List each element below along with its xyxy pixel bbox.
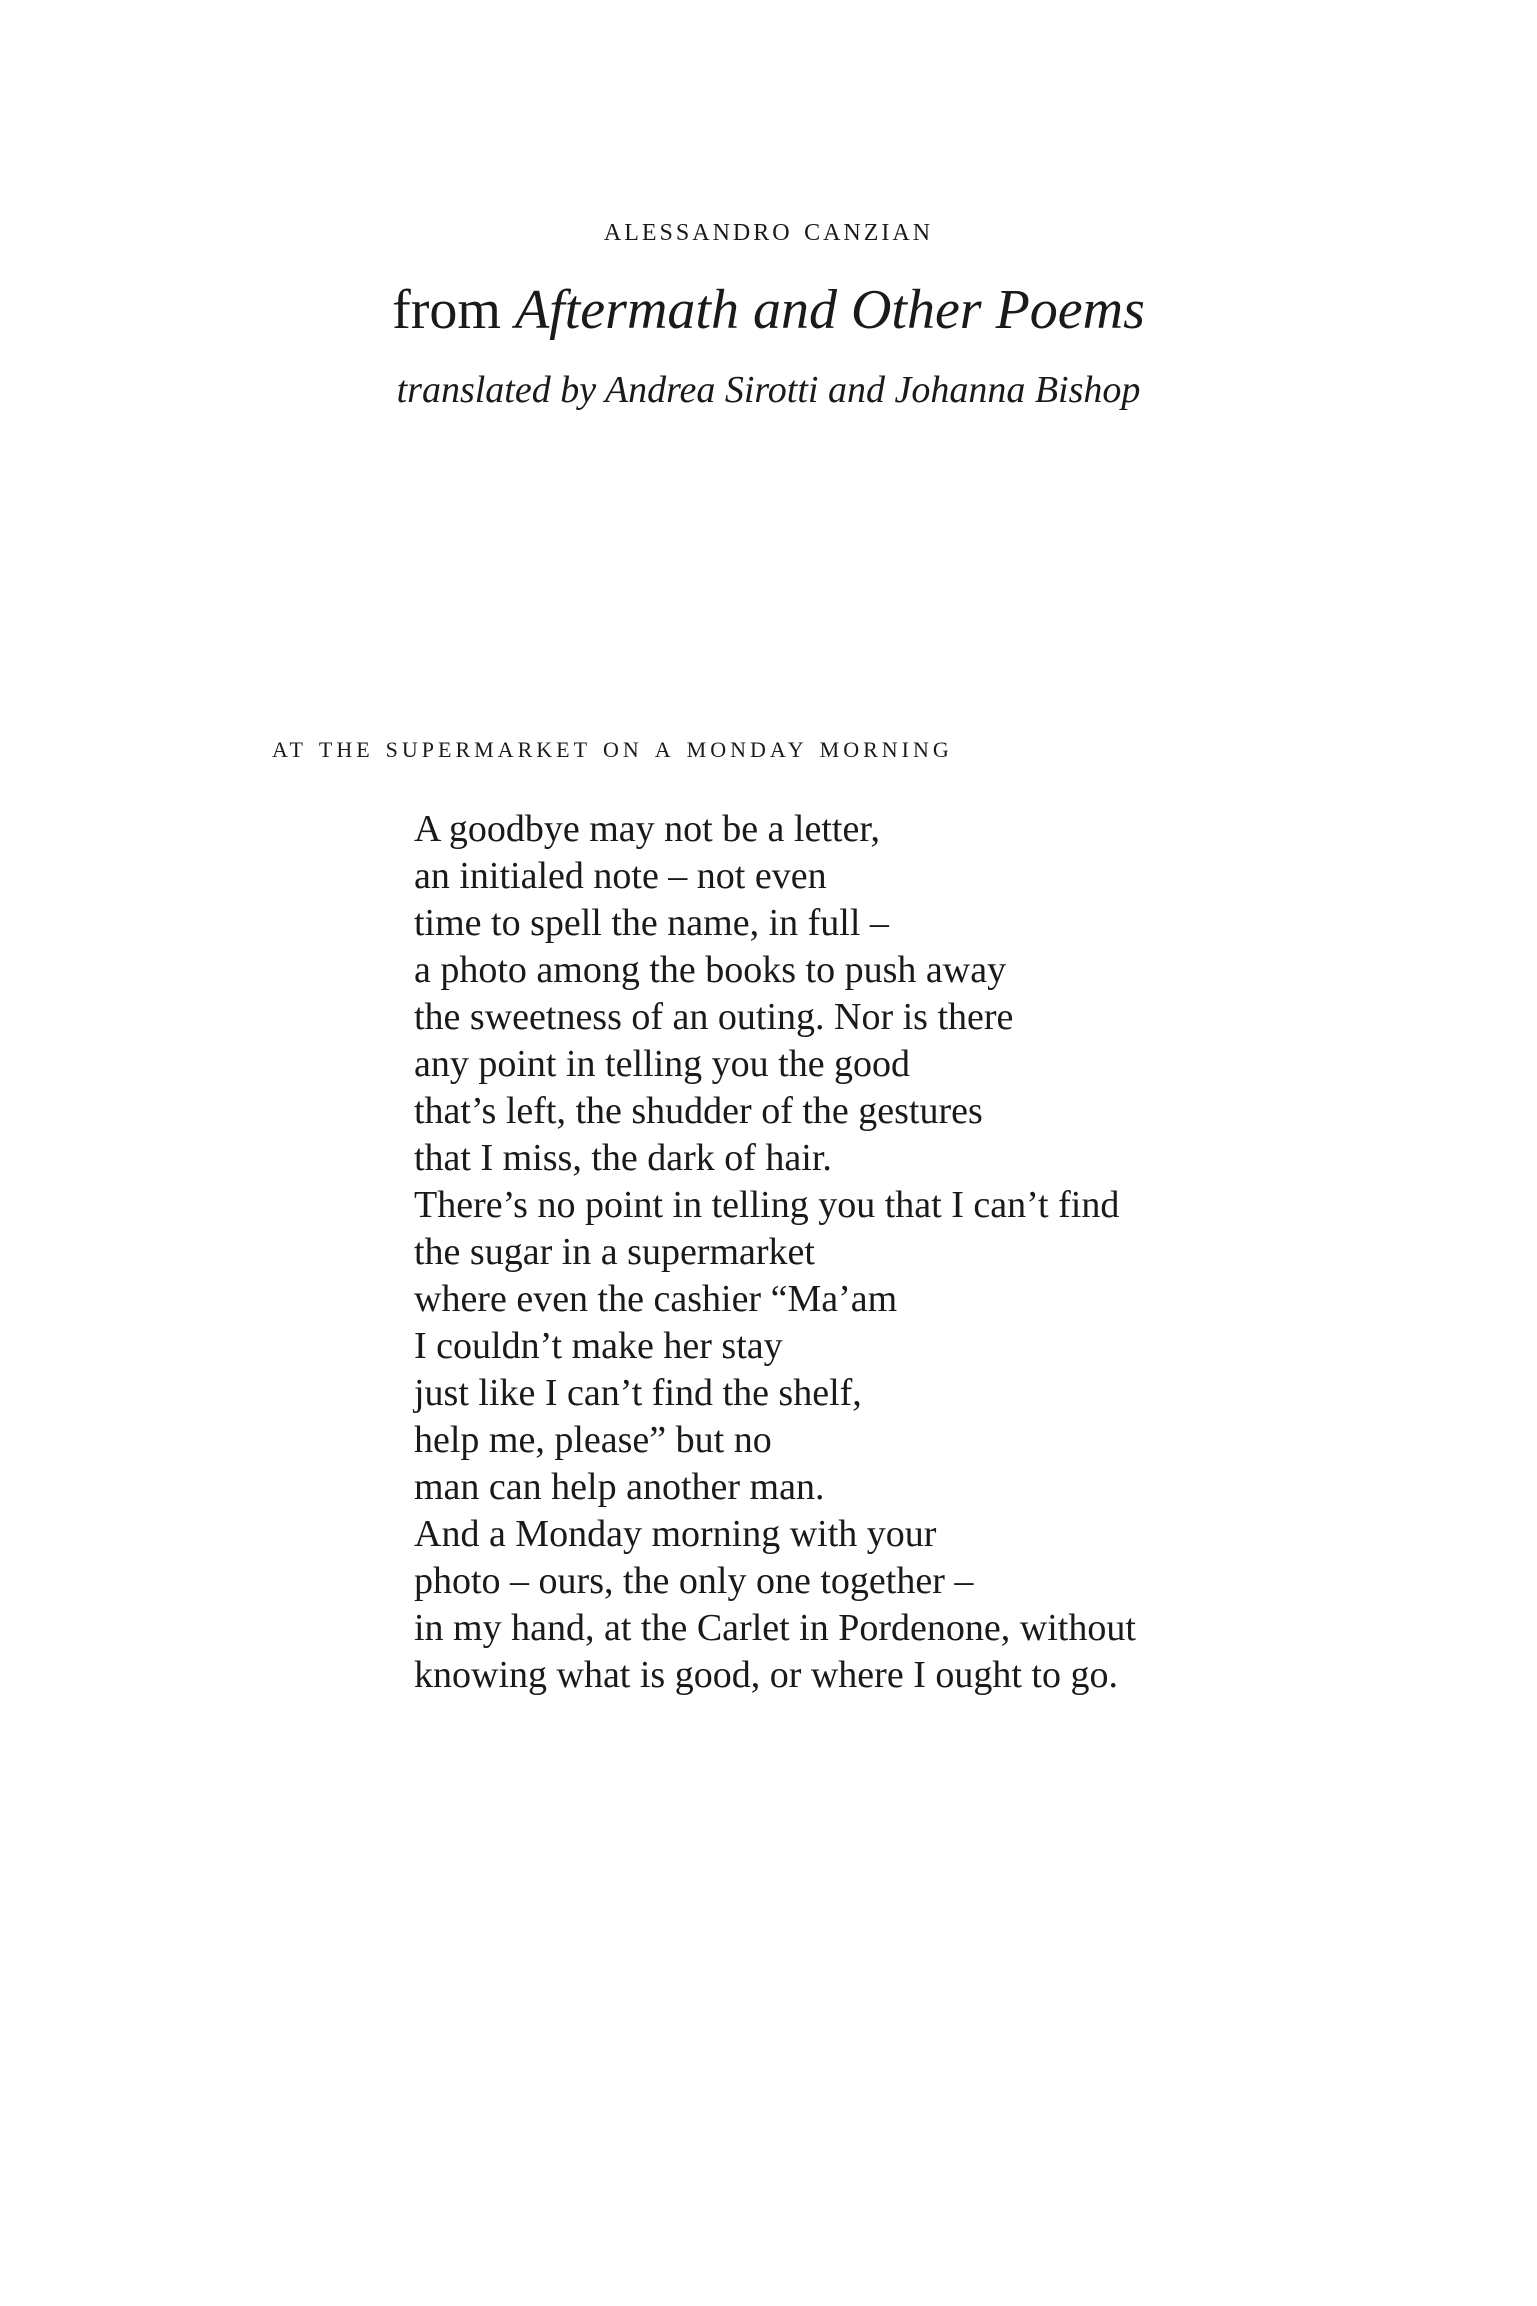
poem-line: an initialed note – not even bbox=[414, 855, 827, 897]
author-name: alessandro canzian bbox=[603, 211, 934, 248]
poem-title: at the supermarket on a monday morning bbox=[272, 728, 953, 764]
poem-line: There’s no point in telling you that I can’t find bbox=[414, 1184, 1120, 1226]
poem-line: help me, please” but no bbox=[414, 1419, 772, 1461]
poem-line: time to spell the name, in full – bbox=[414, 902, 889, 944]
collection-title bbox=[0, 272, 1537, 348]
poem-line: the sugar in a supermarket bbox=[414, 1231, 815, 1273]
poem-body bbox=[414, 806, 1414, 1699]
poem-line: A goodbye may not be a letter, bbox=[414, 808, 880, 850]
poem-line: a photo among the books to push away bbox=[414, 949, 1007, 991]
poem-line: man can help another man. bbox=[414, 1466, 825, 1508]
poem-line: that’s left, the shudder of the gestures bbox=[414, 1090, 983, 1132]
poem-line: knowing what is good, or where I ought to go. bbox=[414, 1654, 1118, 1696]
poem-line: just like I can’t find the shelf, bbox=[414, 1372, 862, 1414]
poem-line: that I miss, the dark of hair. bbox=[414, 1137, 832, 1179]
poem-line: photo – ours, the only one together – bbox=[414, 1560, 974, 1602]
poem-line: I couldn’t make her stay bbox=[414, 1325, 783, 1367]
poem-line: And a Monday morning with your bbox=[414, 1513, 937, 1555]
poem-line: where even the cashier “Ma’am bbox=[414, 1278, 898, 1320]
title-prefix: from bbox=[392, 279, 515, 341]
translator-credit: translated by Andrea Sirotti and Johanna Bishop bbox=[396, 369, 1141, 411]
poem-line: any point in telling you the good bbox=[414, 1043, 911, 1085]
title-italic: Aftermath and Other Poems bbox=[514, 279, 1145, 341]
poem-line: the sweetness of an outing. Nor is there bbox=[414, 996, 1014, 1038]
poem-line: in my hand, at the Carlet in Pordenone, without bbox=[414, 1607, 1136, 1649]
